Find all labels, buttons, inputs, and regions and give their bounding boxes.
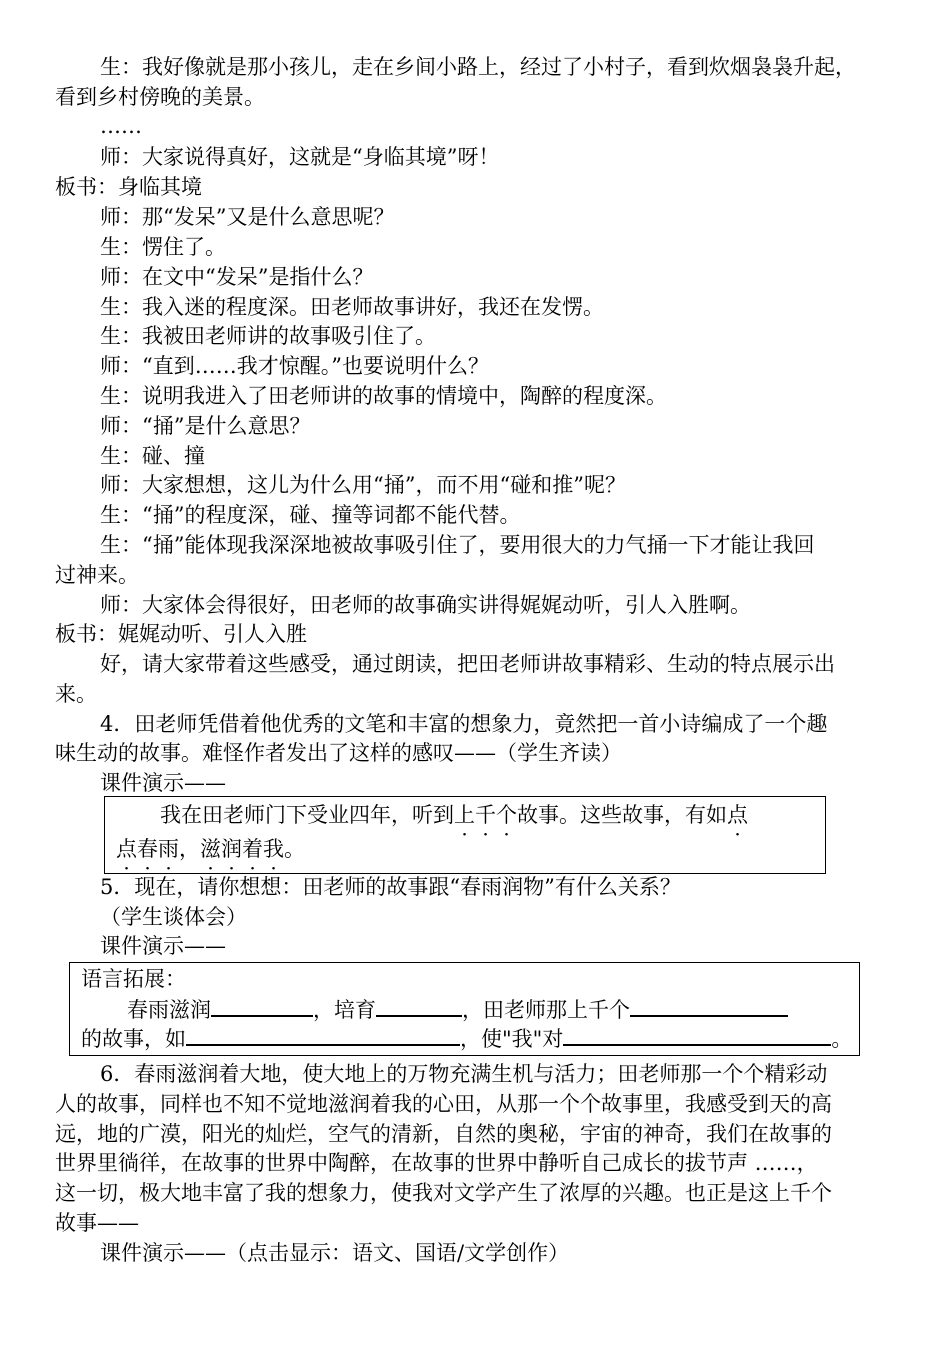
fill-line-1: 春雨滋润 ，培育 ，田老师那上千个 xyxy=(127,993,788,1025)
text-line: 课件演示——（点击显示：语文、国语/文学创作） xyxy=(100,1241,570,1265)
text-line: 师：那“发呆”又是什么意思呢？ xyxy=(100,205,395,229)
text-line: 4．田老师凭借着他优秀的文笔和丰富的想象力，竟然把一首小诗编成了一个趣 xyxy=(100,712,828,736)
emphasis-char: 千 xyxy=(475,803,496,827)
emphasis-char: 滋 xyxy=(200,837,221,861)
text-line: 师：大家说得真好，这就是“身临其境”呀！ xyxy=(100,145,500,169)
text-line: 生：愣住了。 xyxy=(100,235,226,259)
emphasis-char: 春 xyxy=(137,837,158,861)
text-line: 味生动的故事。难怪作者发出了这样的感叹——（学生齐读） xyxy=(55,741,622,765)
text-line: 师：在文中“发呆”是指什么？ xyxy=(100,265,374,289)
fill-title: 语言拓展： xyxy=(81,967,186,991)
blank-field[interactable] xyxy=(376,993,462,1017)
text-line: 5．现在，请你想想：田老师的故事跟“春雨润物”有什么关系？ xyxy=(100,875,681,899)
text-line: 生：“捅”的程度深，碰、撞等词都不能代替。 xyxy=(100,503,521,527)
emphasis-char: 上 xyxy=(454,803,475,827)
emphasis-char: 点 xyxy=(116,837,137,861)
emphasis-char: 雨 xyxy=(158,837,179,861)
blank-field[interactable] xyxy=(630,993,788,1017)
emphasis-char: 个 xyxy=(496,803,517,827)
text-line: 师：“直到……我才惊醒。”也要说明什么？ xyxy=(100,354,489,378)
text-line: （学生谈体会） xyxy=(100,905,247,929)
blank-field[interactable] xyxy=(186,1022,460,1046)
text-line: 世界里徜徉，在故事的世界中陶醉，在故事的世界中静听自己成长的拔节声 ……， xyxy=(55,1151,818,1175)
text-line: 6．春雨滋润着大地，使大地上的万物充满生机与活力；田老师那一个个精彩动 xyxy=(100,1062,828,1086)
text-line: 人的故事，同样也不知不觉地滋润着我的心田，从那一个个故事里，我感受到天的高 xyxy=(55,1092,832,1116)
emphasis-char: 着 xyxy=(242,837,263,861)
text-line: 师：“捅”是什么意思？ xyxy=(100,414,311,438)
text-line: 远，地的广漠，阳光的灿烂，空气的清新，自然的奥秘，宇宙的神奇，我们在故事的 xyxy=(55,1122,832,1146)
quote-line-1: 我在田老师门下受业四年，听到上千个故事。这些故事，有如点 xyxy=(160,803,748,827)
emphasis-char: 润 xyxy=(221,837,242,861)
text-line: 板书：娓娓动听、引人入胜 xyxy=(55,622,307,646)
text-line: 这一切，极大地丰富了我的想象力，使我对文学产生了浓厚的兴趣。也正是这上千个 xyxy=(55,1181,832,1205)
text-line: 师：大家体会得很好，田老师的故事确实讲得娓娓动听，引人入胜啊。 xyxy=(100,593,751,617)
text-line: 生：说明我进入了田老师讲的故事的情境中，陶醉的程度深。 xyxy=(100,384,667,408)
text-line: 课件演示—— xyxy=(100,934,226,958)
text-line: 来。 xyxy=(55,682,97,706)
text-line: 师：大家想想，这儿为什么用“捅”，而不用“碰和推”呢？ xyxy=(100,473,626,497)
quote-line-2: 点春雨，滋润着我。 xyxy=(116,837,305,861)
fill-line-2: 的故事，如 ，使"我"对 。 xyxy=(81,1022,852,1054)
emphasis-char: 我 xyxy=(263,837,284,861)
text-line: 生：“捅”能体现我深深地被故事吸引住了，要用很大的力气捅一下才能让我回 xyxy=(100,533,815,557)
text-line: …… xyxy=(100,114,142,138)
text-line: 生：我入迷的程度深。田老师故事讲好，我还在发愣。 xyxy=(100,295,604,319)
text-line: 生：碰、撞 xyxy=(100,444,205,468)
text-line: 好，请大家带着这些感受，通过朗读，把田老师讲故事精彩、生动的特点展示出 xyxy=(100,652,835,676)
text-line: 看到乡村傍晚的美景。 xyxy=(55,85,265,109)
blank-field[interactable] xyxy=(563,1022,831,1046)
blank-field[interactable] xyxy=(211,993,313,1017)
text-line: 生：我被田老师讲的故事吸引住了。 xyxy=(100,324,436,348)
emphasis-char: 点 xyxy=(727,803,748,827)
text-line: 板书：身临其境 xyxy=(55,175,202,199)
text-line: 故事—— xyxy=(55,1211,139,1235)
text-line: 过神来。 xyxy=(55,563,139,587)
text-line: 课件演示—— xyxy=(100,771,226,795)
text-line: 生：我好像就是那小孩儿，走在乡间小路上，经过了小村子，看到炊烟袅袅升起， xyxy=(100,55,856,79)
